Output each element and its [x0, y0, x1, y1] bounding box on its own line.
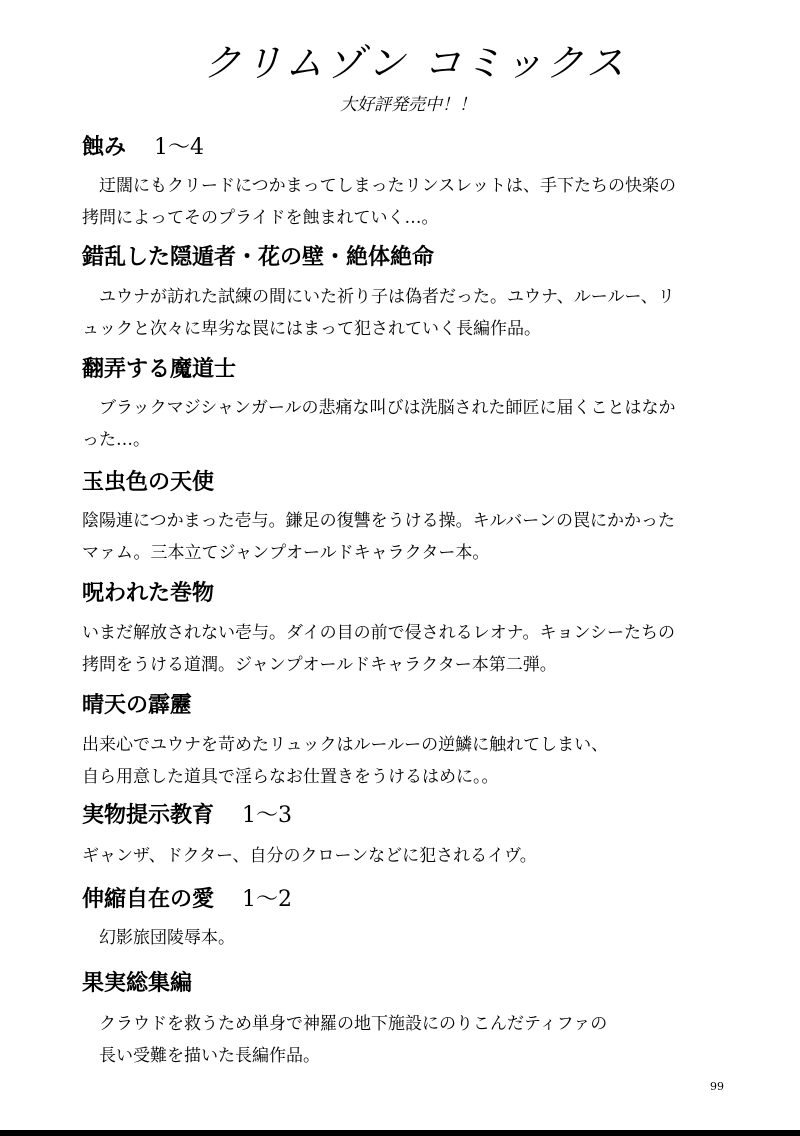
entry-heading — [82, 966, 192, 997]
bottom-border — [0, 1130, 800, 1136]
entry-heading — [82, 882, 292, 913]
entry-description — [82, 922, 782, 954]
entry-description — [82, 505, 782, 569]
entry-description — [82, 281, 782, 345]
description-line: ユウナが訪れた試練の間にいた祈り子は偽者だった。ユウナ、ルールー、リ — [82, 287, 675, 307]
entry-title: 呪われた巻物 — [82, 581, 215, 606]
description-line: ュックと次々に卑劣な罠にはまって犯されていく長編作品。 — [82, 319, 541, 339]
description-line: った…。 — [82, 430, 150, 450]
entry-heading — [82, 240, 434, 271]
page-number: 99 — [710, 1080, 724, 1093]
entry-description — [82, 840, 782, 872]
description-line: クラウドを救うため単身で神羅の地下施設にのりこんだティファの — [82, 1014, 608, 1034]
description-line: 拷問をうける道潤。ジャンプオールドキャラクター本第二弾。 — [82, 655, 557, 675]
entry-description — [82, 617, 782, 681]
entry-heading — [82, 798, 292, 829]
entry-description — [82, 729, 782, 793]
entry-heading — [82, 130, 204, 161]
description-line: 幻影旅団陵辱本。 — [82, 928, 235, 948]
description-line: マァム。三本立てジャンプオールドキャラクター本。 — [82, 543, 490, 563]
entry-heading — [82, 352, 236, 383]
entry-title: 果実総集編 — [82, 971, 193, 996]
entry-title: 翻弄する魔道士 — [82, 357, 237, 382]
entry-title: 錯乱した隠遁者・花の壁・絶体絶命 — [82, 245, 435, 270]
description-line: 陰陽連につかまった壱与。鎌足の復讐をうける操。キルバーンの罠にかかった — [82, 511, 675, 531]
description-line: ブラックマジシャンガールの悲痛な叫びは洗脳された師匠に届くことはなか — [82, 398, 676, 418]
entry-volume-range: 1～2 — [242, 887, 293, 912]
entry-heading — [82, 688, 192, 719]
description-line: 長い受難を描いた長編作品。 — [82, 1046, 320, 1066]
entry-title: 蝕み — [82, 135, 127, 160]
entry-volume-range: 1～4 — [154, 135, 205, 160]
entry-title: 実物提示教育 — [82, 803, 215, 828]
entry-heading — [82, 576, 214, 607]
page-subtitle: 大好評発売中！！ — [340, 95, 476, 115]
entry-title: 玉虫色の天使 — [82, 470, 215, 495]
entry-description — [82, 170, 782, 234]
entry-description — [82, 392, 782, 456]
entry-heading — [82, 465, 214, 496]
entry-title: 伸縮自在の愛 — [82, 887, 215, 912]
description-line: 出来心でユウナを苛めたリュックはルールーの逆鱗に触れてしまい、 — [82, 735, 609, 755]
description-line: いまだ解放されない壱与。ダイの目の前で侵されるレオナ。キョンシーたちの — [82, 623, 676, 643]
entry-volume-range: 1～3 — [242, 803, 293, 828]
page-title: クリムゾン コミックス — [203, 41, 627, 85]
description-line: ギャンザ、ドクター、自分のクローンなどに犯されるイヴ。 — [82, 846, 537, 866]
description-line: 拷問によってそのプライドを蝕まれていく…。 — [82, 208, 439, 228]
description-line: 自ら用意した道具で淫らなお仕置きをうけるはめに。。 — [82, 767, 499, 787]
entry-description — [82, 1008, 782, 1072]
description-line: 迂闊にもクリードにつかまってしまったリンスレットは、手下たちの快楽の — [82, 176, 676, 196]
entry-title: 晴天の霹靂 — [82, 693, 193, 718]
